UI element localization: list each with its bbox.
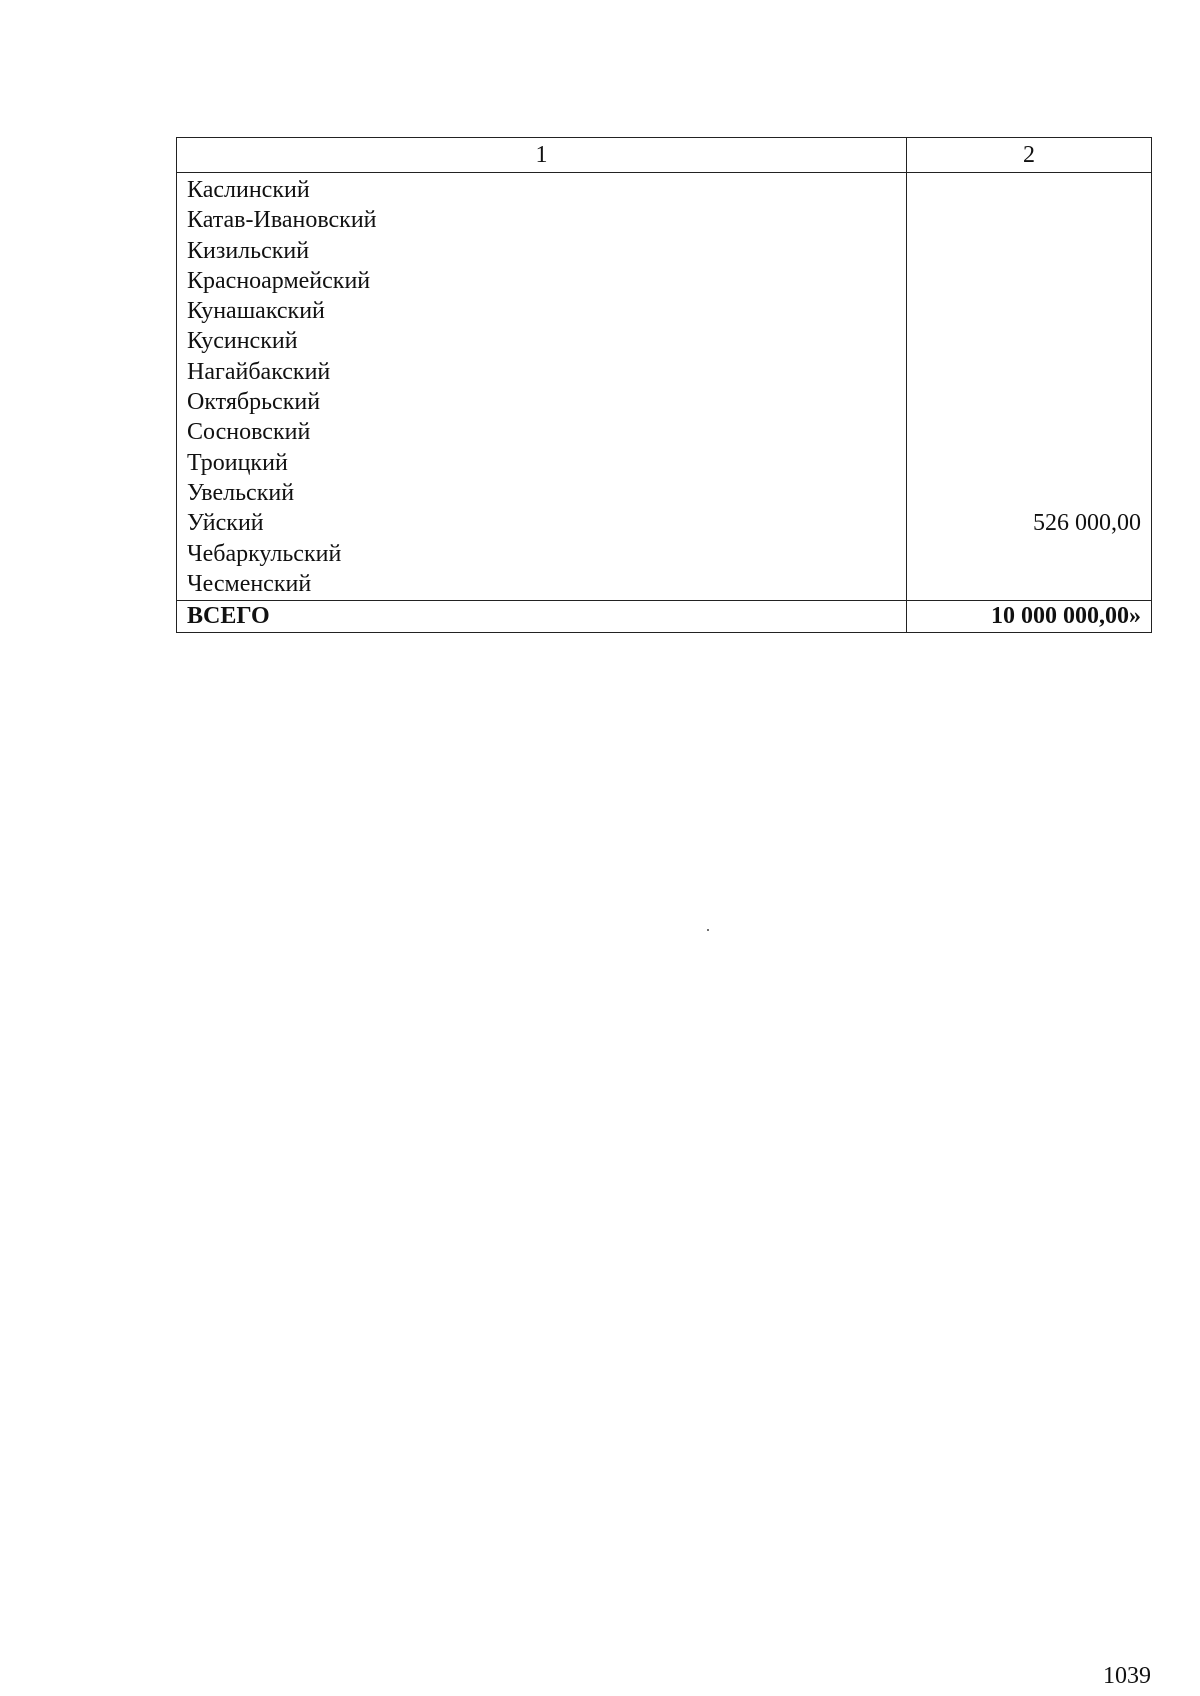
district-name: Каслинский: [177, 173, 907, 206]
district-amount: [907, 387, 1152, 417]
table-row: [177, 508, 1152, 538]
district-name: Сосновский: [177, 417, 907, 447]
table-row: [177, 539, 1152, 569]
district-amount: [907, 417, 1152, 447]
district-name: Кизильский: [177, 236, 907, 266]
table-row: [177, 173, 1152, 206]
district-amount: 526 000,00: [907, 508, 1152, 538]
table-row: [177, 448, 1152, 478]
table-row: [177, 236, 1152, 266]
district-name: Катав-Ивановский: [177, 205, 907, 235]
table-row: [177, 387, 1152, 417]
district-amount: [907, 357, 1152, 387]
table-row: [177, 417, 1152, 447]
table-row: [177, 205, 1152, 235]
allocation-table: [176, 137, 1152, 633]
total-label: ВСЕГО: [177, 601, 907, 633]
table-row: [177, 326, 1152, 356]
district-amount: [907, 478, 1152, 508]
table-row: [177, 296, 1152, 326]
scan-speck: [707, 929, 709, 931]
page-number: 1039: [1103, 1663, 1151, 1689]
table-row: [177, 569, 1152, 601]
district-amount: [907, 266, 1152, 296]
column-header-2: 2: [907, 138, 1152, 173]
table-row: [177, 357, 1152, 387]
district-amount: [907, 326, 1152, 356]
district-amount: [907, 569, 1152, 601]
district-amount: [907, 296, 1152, 326]
district-name: Чесменский: [177, 569, 907, 601]
district-name: Кунашакский: [177, 296, 907, 326]
district-name: Нагайбакский: [177, 357, 907, 387]
district-amount: [907, 173, 1152, 206]
total-amount: 10 000 000,00»: [907, 601, 1152, 633]
district-amount: [907, 539, 1152, 569]
district-amount: [907, 448, 1152, 478]
district-name: Чебаркульский: [177, 539, 907, 569]
total-row: [177, 601, 1152, 633]
table-row: [177, 478, 1152, 508]
district-name: Увельский: [177, 478, 907, 508]
column-header-1: 1: [177, 138, 907, 173]
header-row: [177, 138, 1152, 173]
district-name: Красноармейский: [177, 266, 907, 296]
table-row: [177, 266, 1152, 296]
district-amount: [907, 236, 1152, 266]
district-name: Уйский: [177, 508, 907, 538]
district-name: Октябрьский: [177, 387, 907, 417]
district-name: Кусинский: [177, 326, 907, 356]
district-amount: [907, 205, 1152, 235]
district-name: Троицкий: [177, 448, 907, 478]
